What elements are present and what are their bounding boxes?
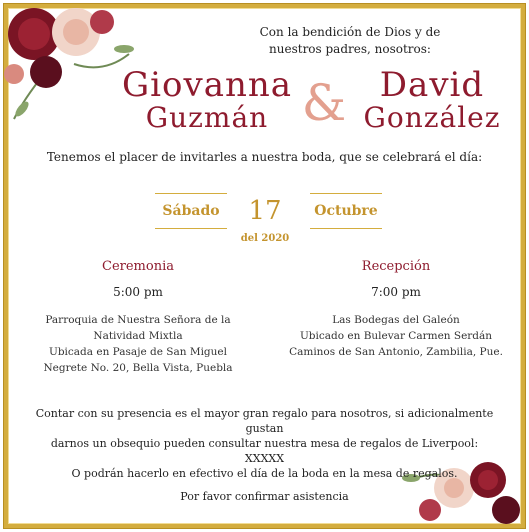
date-month: Octubre <box>314 203 378 219</box>
registry-code: XXXXX <box>244 452 285 465</box>
date-day: 17 <box>248 196 282 226</box>
groom-first-name: David <box>379 65 485 105</box>
footer-line-4: O podrán hacerlo en efectivo el día de la boda en la mesa de regalos. <box>71 467 458 480</box>
ceremony-address-line-1: Ubicada en Pasaje de San Miguel <box>48 346 227 358</box>
reception-time: 7:00 pm <box>371 285 421 299</box>
date-divider <box>155 193 227 194</box>
ceremony-place <box>18 312 258 376</box>
date-weekday: Sábado <box>162 203 220 219</box>
groom-last-name: González <box>363 101 501 134</box>
date-year: del 2020 <box>240 233 290 244</box>
bride-first-name: Giovanna <box>122 65 293 105</box>
reception-place <box>276 312 516 360</box>
ceremony-title: Ceremonia <box>102 259 174 274</box>
footer-line-1: Contar con su presencia es el mayor gran regalo para nosotros, si adicionalmente gustan <box>35 407 494 435</box>
ceremony-time: 5:00 pm <box>113 285 163 299</box>
blessing-text <box>190 24 510 58</box>
blessing-line-1: Con la bendición de Dios y de <box>259 25 441 39</box>
confirm-attendance: Por favor confirmar asistencia <box>180 490 349 503</box>
ampersand: & <box>301 74 347 132</box>
date-divider <box>310 228 382 229</box>
bride-last-name: Guzmán <box>145 101 269 134</box>
reception-address-line-1: Ubicado en Bulevar Carmen Serdán <box>299 330 493 342</box>
ceremony-place-line-1: Parroquia de Nuestra Señora de la <box>45 314 231 326</box>
date-divider <box>155 228 227 229</box>
date-divider <box>310 193 382 194</box>
reception-address-line-2: Caminos de San Antonio, Zambilia, Pue. <box>289 346 503 358</box>
ceremony-place-line-2: Natividad Mixtla <box>93 330 183 342</box>
footer-line-2: darnos un obsequio pueden consultar nuestra mesa de regalos de Liverpool: <box>50 437 479 450</box>
reception-title: Recepción <box>361 259 431 274</box>
reception-place-line-1: Las Bodegas del Galeón <box>332 314 460 326</box>
blessing-line-2: nuestros padres, nosotros: <box>269 42 431 56</box>
ceremony-address-line-2: Negrete No. 20, Bella Vista, Puebla <box>43 362 233 374</box>
gift-registry-text <box>22 406 507 481</box>
invitation-text: Tenemos el placer de invitarles a nuestra boda, que se celebrará el día: <box>46 150 483 164</box>
